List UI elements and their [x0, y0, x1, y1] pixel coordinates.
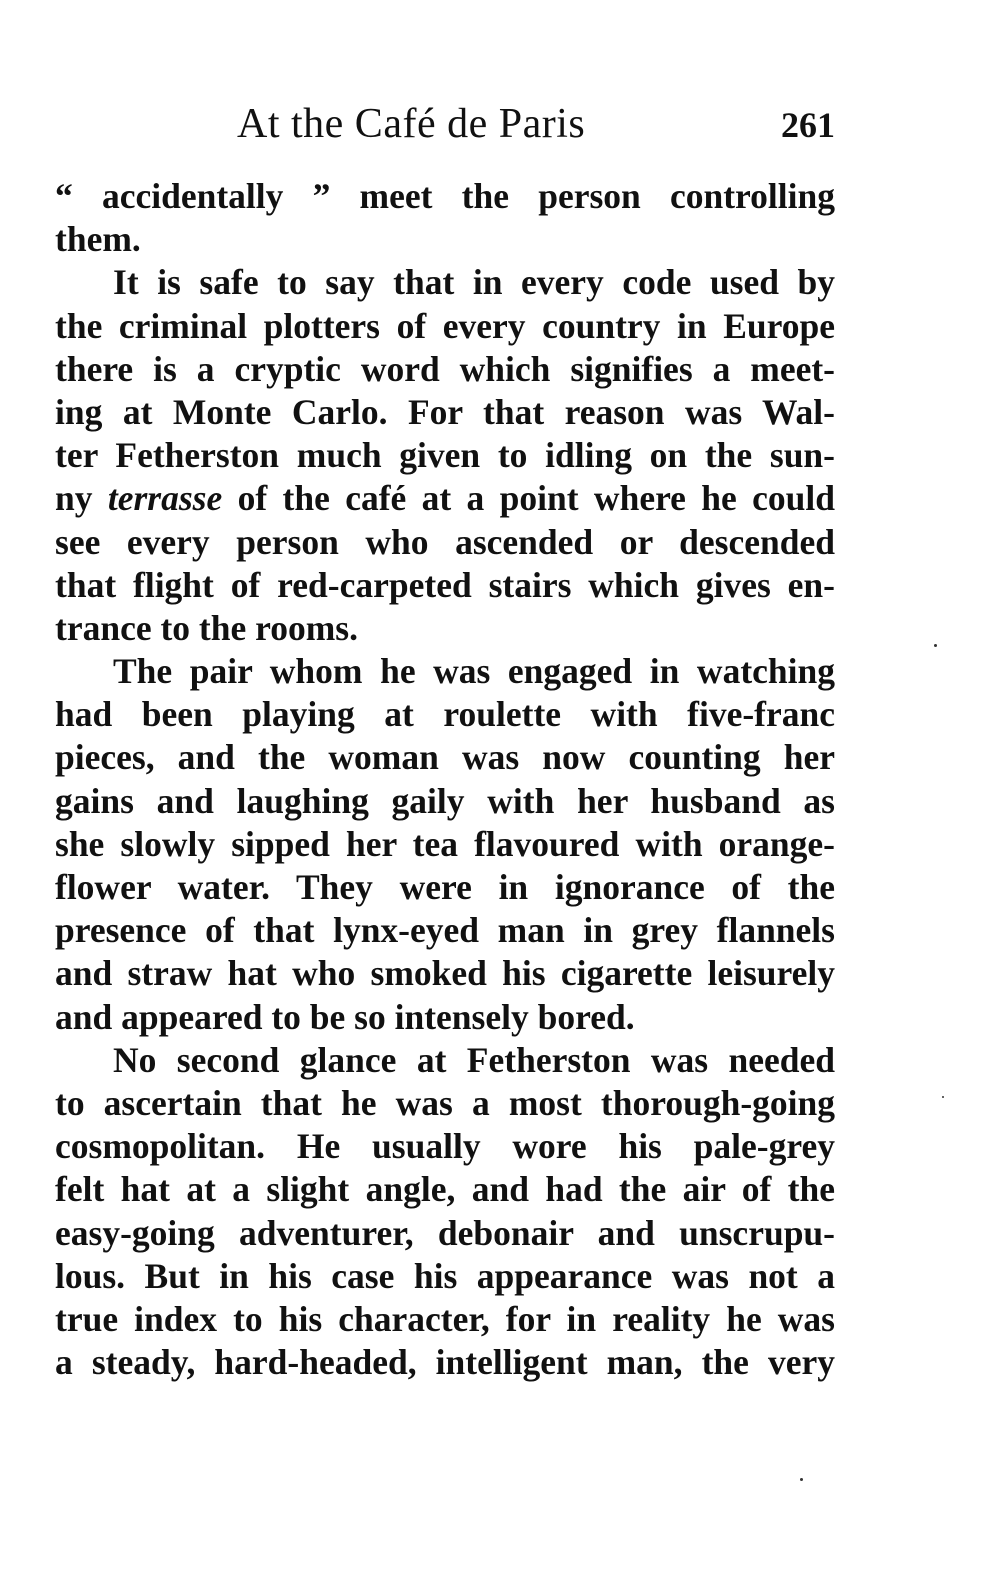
body-text: [55, 175, 835, 1384]
scan-speck: [800, 1478, 803, 1481]
text-line: to ascertain that he was a most thorough-going: [55, 1082, 835, 1123]
text-line: had been playing at roulette with five-franc: [55, 694, 835, 735]
text-line: presence of that lynx-eyed man in grey flannels: [55, 910, 835, 951]
text-line: true index to his character, for in reality he was: [55, 1298, 835, 1339]
chapter-title: At the Café de Paris: [237, 101, 586, 147]
text-line: a steady, hard-headed, intelligent man, the very: [55, 1342, 835, 1383]
text-line: there is a cryptic word which signifies a meet-: [55, 348, 835, 389]
text-line: The pair whom he was engaged in watching: [113, 651, 835, 692]
text-line: lous. But in his case his appearance was not a: [55, 1255, 835, 1296]
scan-speck: [934, 644, 937, 647]
text-line: trance to the rooms.: [55, 607, 358, 648]
text-line: and straw hat who smoked his cigarette leisurely: [55, 953, 835, 994]
text-line: she slowly sipped her tea flavoured with orange-: [55, 823, 835, 864]
text-line: and appeared to be so intensely bored.: [55, 996, 635, 1037]
text-line: “ accidentally ” meet the person controlling: [55, 176, 835, 216]
text-line: ing at Monte Carlo. For that reason was Wal-: [55, 391, 835, 432]
text-line: them.: [55, 219, 141, 260]
text-line: easy-going adventurer, debonair and unscrupu-: [55, 1212, 835, 1253]
text-line: the criminal plotters of every country in Europe: [55, 305, 835, 346]
text-line: gains and laughing gaily with her husband as: [55, 780, 835, 821]
text-line: No second glance at Fetherston was needed: [113, 1039, 835, 1080]
text-line: cosmopolitan. He usually wore his pale-grey: [55, 1126, 835, 1167]
scan-speck: [942, 1096, 944, 1098]
text-line: It is safe to say that in every code used by: [113, 262, 835, 303]
text-line: ny terrasse of the café at a point where he could: [55, 478, 835, 519]
text-line: felt hat at a slight angle, and had the air of the: [55, 1169, 835, 1210]
text-line: that flight of red-carpeted stairs which gives en-: [55, 564, 835, 605]
text-line: flower water. They were in ignorance of the: [55, 867, 835, 907]
page-number: 261: [781, 105, 835, 145]
text-line: pieces, and the woman was now counting her: [55, 737, 835, 778]
emphasized-word: terrasse: [107, 478, 223, 519]
running-head: [55, 100, 835, 160]
text-line: ter Fetherston much given to idling on the sun-: [55, 435, 835, 476]
text-line: see every person who ascended or descended: [55, 521, 835, 562]
